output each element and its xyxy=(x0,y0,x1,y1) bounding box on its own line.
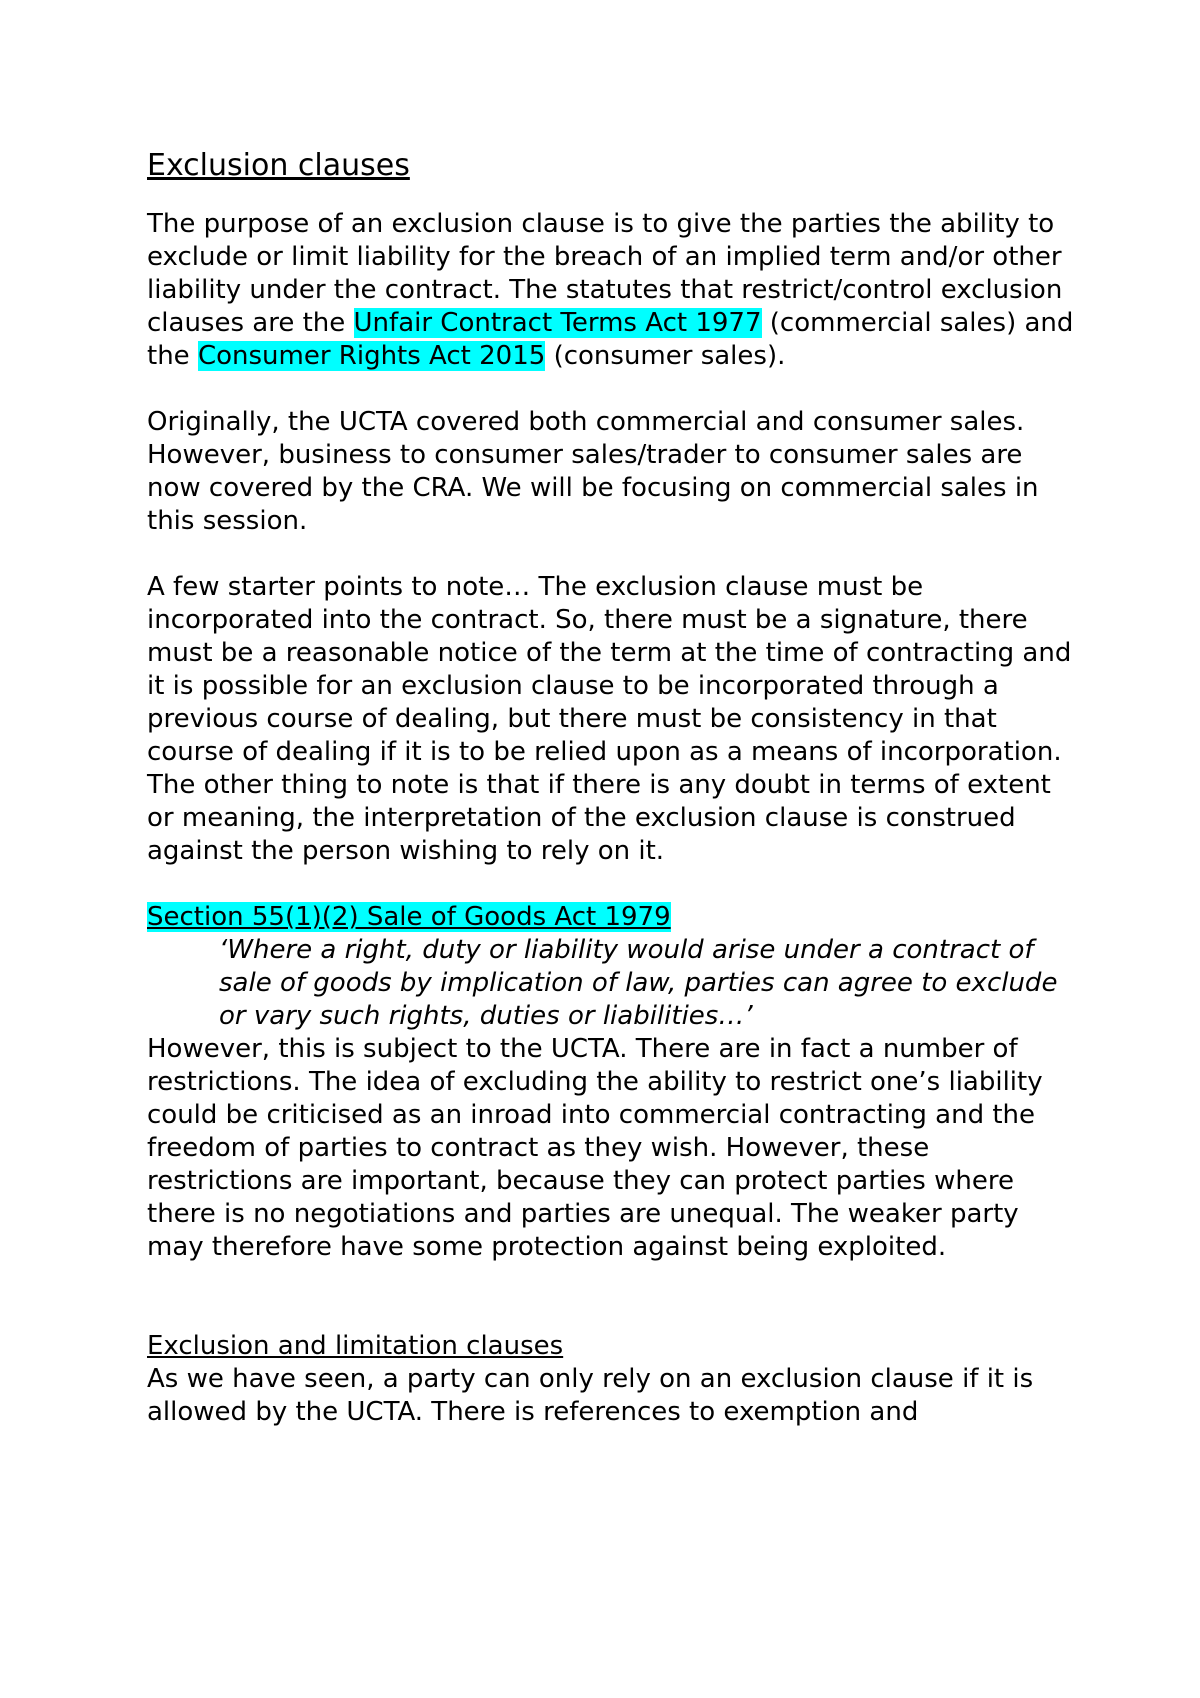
intro-text-1: The purpose of an exclusion clause is to give the parties the ability to exclude or limit liability for the breach of an implied term and/or other liability under the contract. The statutes that restrict/control exclusion clauses are the xyxy=(147,209,1063,338)
spacer xyxy=(147,1297,1077,1330)
subheading: Exclusion and limitation clauses xyxy=(147,1331,564,1361)
intro-text-3: (consumer sales). xyxy=(545,341,786,371)
document-title: Exclusion clauses xyxy=(147,148,410,183)
highlight-ucta: Unfair Contract Terms Act 1977 xyxy=(353,308,762,338)
starter-points-paragraph: A few starter points to note… The exclusion clause must be incorporated into the contract. So, there must be a signature, there must be a reasonable notice of the term at the time of contracting and it is possible for an exclusion clause to be incorporated through a previous course of dealing, but there must be consistency in that course of dealing if it is to be relied upon as a means of incorporation. The other thing to note is that if there is any doubt in terms of extent or meaning, the interpretation of the exclusion clause is construed against the person wishing to rely on it. xyxy=(147,572,1072,866)
intro-paragraph xyxy=(147,208,1077,373)
document-page xyxy=(147,130,1077,1429)
restrictions-paragraph: However, this is subject to the UCTA. There are in fact a number of restrictions. The idea of excluding the ability to restrict one’s liability could be criticised as an inroad into commercial contracting and the freedom of parties to contract as they wish. However, these restrictions are important, because they can protect parties where there is no negotiations and parties are unequal. The weaker party may therefore have some protection against being exploited. xyxy=(147,1034,1043,1262)
highlight-cra: Consumer Rights Act 2015 xyxy=(197,341,546,371)
statute-quote: ‘Where a right, duty or liability would arise under a contract of sale of goods by implication of law, parties can agree to exclude or vary such rights, duties or liabilities…’ xyxy=(219,935,1058,1031)
section-heading-text: Section 55(1)(2) Sale of Goods Act 1979 xyxy=(147,902,671,932)
section-heading xyxy=(147,901,1077,934)
ucta-paragraph: Originally, the UCTA covered both commercial and consumer sales. However, business to consumer sales/trader to consumer sales are now covered by the CRA. We will be focusing on commercial sales in this session. xyxy=(147,407,1039,536)
intro-text-2: (commercial sales) and the xyxy=(147,308,1074,371)
limitation-paragraph: As we have seen, a party can only rely on an exclusion clause if it is allowed by the UCTA. There is references to exemption and xyxy=(147,1364,1034,1427)
